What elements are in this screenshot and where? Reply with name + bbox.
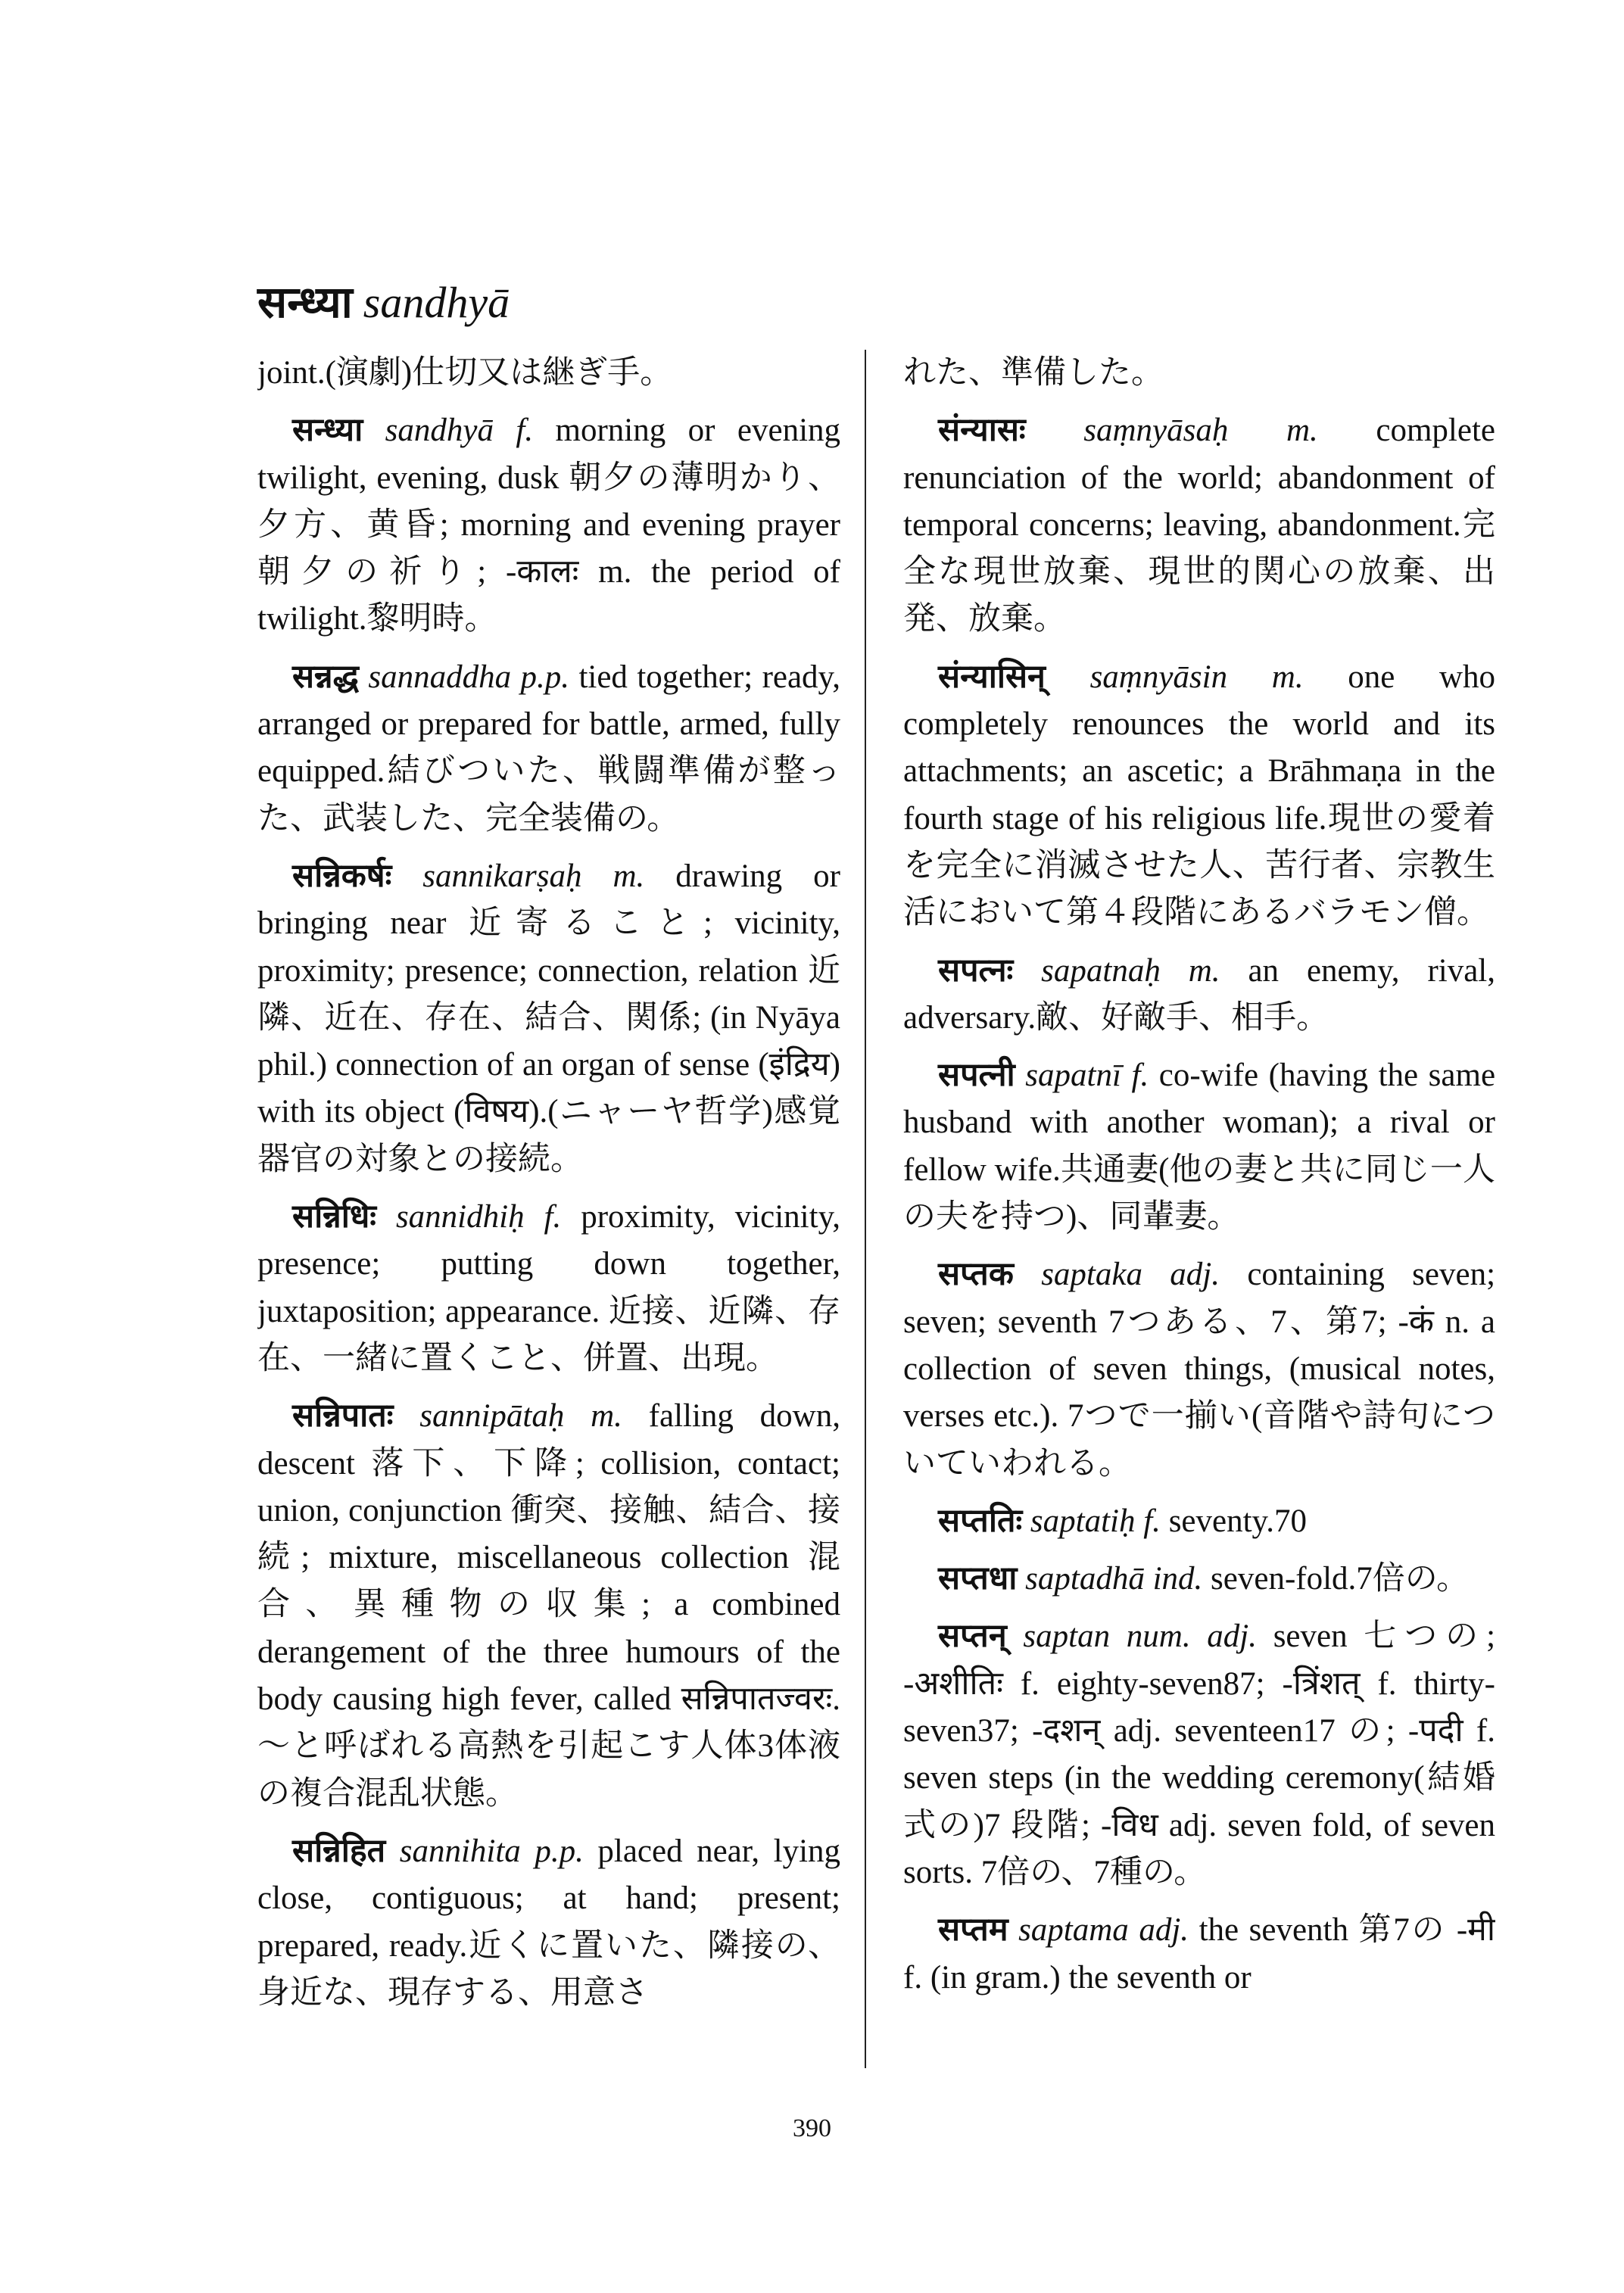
entry-grammar: f. <box>1143 1503 1161 1539</box>
dictionary-entry <box>903 1556 1495 1603</box>
entry-headword: संन्यासिन् <box>938 659 1046 695</box>
right-column <box>903 350 1495 2053</box>
entry-definition: tied together; ready, arranged or prepared for battle, armed, fully equipped.結びついた、戦闘準備が整った、武装した、完全装備の。 <box>257 659 840 837</box>
entry-transliteration: saptaka <box>1041 1257 1142 1293</box>
entry-definition: proximity, vicinity, presence; putting down together, juxtaposition; appearance. 近接、近隣、存在、一緒に置くこと、併置、出現。 <box>257 1199 840 1376</box>
dictionary-entry <box>903 1251 1495 1487</box>
entry-grammar: m. <box>591 1398 622 1435</box>
dictionary-entry <box>257 853 840 1183</box>
entry-definition: one who completely renounces the world and its attachments; an ascetic; a Brāhmaṇa in the fourth stage of his religious life.現世の愛着を完全に消滅させた人、苦行者、宗教生活において第４段階にあるバラモン僧。 <box>903 659 1495 931</box>
entry-headword: सन्ध्या <box>292 413 363 449</box>
entry-transliteration: sandhyā <box>385 413 494 449</box>
entry-grammar: m. <box>1188 952 1220 989</box>
entry-definition: an enemy, rival, adversary.敵、好敵手、相手。 <box>903 952 1495 1036</box>
entry-definition: seventy.70 <box>1168 1503 1307 1539</box>
entry-transliteration: sapatnaḥ <box>1041 952 1161 989</box>
entry-headword: सन्निधिः <box>292 1199 376 1235</box>
entry-grammar: m. <box>1271 659 1304 695</box>
entry-transliteration: saptadhā <box>1025 1561 1145 1597</box>
entry-headword: संन्यासः <box>938 413 1026 449</box>
entry-grammar: m. <box>1286 413 1318 449</box>
entry-grammar: m. <box>613 858 645 894</box>
entry-grammar: p.p. <box>535 1833 584 1869</box>
dictionary-entry <box>903 948 1495 1042</box>
entry-transliteration: sannaddha <box>368 659 512 695</box>
entry-definition: the seventh 第7の -मी f. (in gram.) the seventh or <box>903 1912 1495 1995</box>
entry-headword: सपत्नी <box>938 1058 1015 1094</box>
entry-definition: co-wife (having the same husband with another woman); a rival or fellow wife.共通妻(他の妻と共に同じ一人の夫を持つ)、同輩妻。 <box>903 1058 1495 1235</box>
dictionary-entry <box>903 1498 1495 1545</box>
entry-headword: सन्निहित <box>292 1833 386 1869</box>
dictionary-entry <box>257 1828 840 2017</box>
heading-transliteration: sandhyā <box>363 278 510 327</box>
dictionary-entry <box>903 654 1495 937</box>
entry-headword: सन्निपातः <box>292 1398 394 1435</box>
entry-definition: seven-fold.7倍の。 <box>1211 1561 1470 1597</box>
entry-headword: सन्नद्ध <box>292 659 359 695</box>
entry-definition: falling down, descent 落下、下降; collision, contact; union, conjunction 衝突、接触、結合、接続; mixture, miscellaneous collection 混合、異種物の収集; a combined derangement of the three humours of the body causing high fever, called सन्निपातज्वरः.～と呼ばれる高熱を引起こす人体3体液の複合混乱状態。 <box>257 1398 840 1812</box>
entry-transliteration: saptama <box>1018 1912 1129 1949</box>
entry-headword: सपत्नः <box>938 952 1014 989</box>
entry-transliteration: sannipātaḥ <box>419 1398 565 1435</box>
entry-headword: सप्तम <box>938 1912 1008 1949</box>
entry-grammar: f. <box>544 1199 562 1235</box>
page-number: 390 <box>793 2114 831 2142</box>
entry-definition: seven 七つの; -अशीतिः f. eighty-seven87; -त्रिंशत् f. thirty-seven37; -दशन् adj. seventeen17 の; -पदी f. seven steps (in the wedding ceremony(結婚式の)7 段階; -विध adj. seven fold, of seven sorts. 7倍の、7種の。 <box>903 1618 1495 1890</box>
entry-definition: drawing or bringing near 近寄ること; vicinity, proximity; presence; connection, relation 近隣、近在、存在、結合、関係; (in Nyāya phil.) connection of an organ of sense (इंद्रिय) with its object (विषय).(ニャーヤ哲学)感覚器官の対象との接続。 <box>257 858 840 1177</box>
entry-transliteration: saptatiḥ <box>1030 1503 1136 1539</box>
entry-definition: placed near, lying close, contiguous; at hand; present; prepared, ready.近くに置いた、隣接の、身近な、現存する、用意さ <box>257 1833 840 2011</box>
entry-transliteration: sannikarṣaḥ <box>422 858 582 894</box>
entry-definition: joint.(演劇)仕切又は継ぎ手。 <box>257 355 673 391</box>
dictionary-entry <box>903 1613 1495 1896</box>
entry-headword: सन्निकर्षः <box>292 858 392 894</box>
dictionary-entry <box>257 1393 840 1818</box>
left-column <box>257 350 840 2053</box>
entry-headword: सप्तक <box>938 1257 1014 1293</box>
entry-headword: सप्तधा <box>938 1561 1018 1597</box>
dictionary-entry <box>257 407 840 643</box>
dictionary-entry <box>257 1194 840 1382</box>
entry-transliteration: saṃnyāsaḥ <box>1083 413 1229 449</box>
heading-headword: सन्ध्या <box>257 278 353 327</box>
entry-grammar: ind. <box>1152 1561 1203 1597</box>
dictionary-entry <box>903 1052 1495 1241</box>
entry-grammar: p.p. <box>520 659 570 695</box>
entry-transliteration: saṃnyāsin <box>1089 659 1228 695</box>
dictionary-entry <box>903 350 1495 397</box>
entry-definition: れた、準備した。 <box>903 355 1164 391</box>
column-divider <box>865 350 866 2068</box>
entry-grammar: f. <box>516 413 534 449</box>
dictionary-entry <box>903 1907 1495 2002</box>
dictionary-entry <box>257 350 840 397</box>
entry-grammar: adj. <box>1139 1912 1189 1949</box>
entry-headword: सप्तन् <box>938 1618 1007 1655</box>
dictionary-entry <box>257 654 840 843</box>
entry-transliteration: sannidhiḥ <box>395 1199 525 1235</box>
entry-definition: morning or evening twilight, evening, dusk 朝夕の薄明かり、夕方、黄昏; morning and evening prayer 朝夕の祈り; -कालः m. the period of twilight.黎明時。 <box>257 413 840 637</box>
entry-transliteration: sannihita <box>399 1833 521 1869</box>
entry-definition: complete renunciation of the world; abandonment of temporal concerns; leaving, abandonment.完全な現世放棄、現世的関心の放棄、出発、放棄。 <box>903 413 1495 637</box>
entry-grammar: f. <box>1131 1058 1149 1094</box>
entry-grammar: adj. <box>1170 1257 1220 1293</box>
page-heading <box>257 276 510 329</box>
entry-definition: containing seven; seven; seventh 7つある、7、第7; -कं n. a collection of seven things, (musical notes, verses etc.). 7つで一揃い(音階や詩句についていわれる。 <box>903 1257 1495 1481</box>
entry-grammar: num. adj. <box>1126 1618 1257 1655</box>
entry-transliteration: saptan <box>1023 1618 1111 1655</box>
dictionary-entry <box>903 407 1495 643</box>
entry-headword: सप्ततिः <box>938 1503 1023 1539</box>
entry-transliteration: sapatnī <box>1025 1058 1121 1094</box>
